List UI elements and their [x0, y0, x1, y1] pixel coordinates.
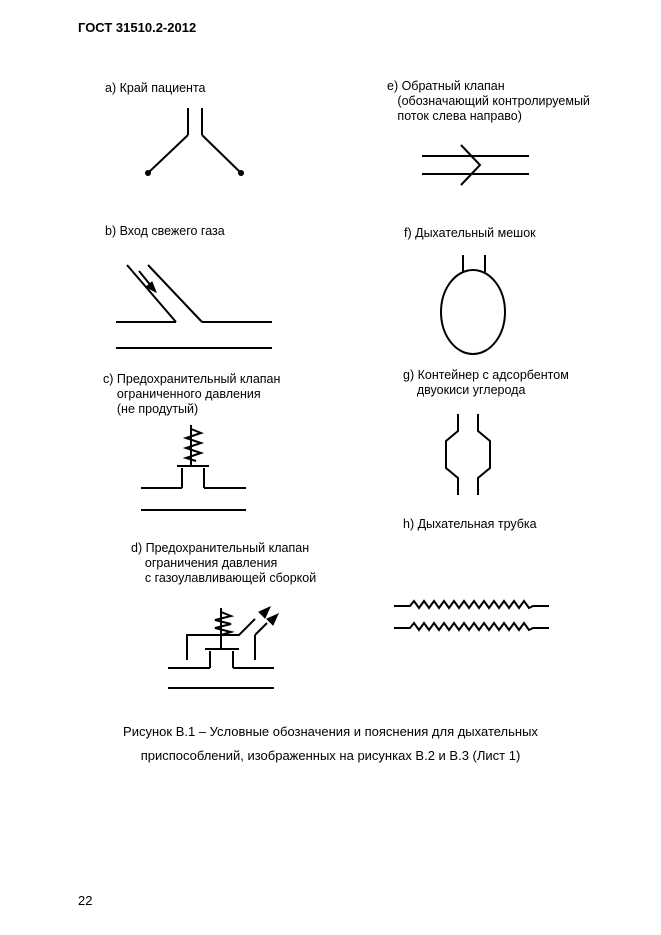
symbol-g-label: g) Контейнер с адсорбентом двуокиси углерода [403, 368, 569, 397]
figure-caption-line-2: приспособлений, изображенных на рисунках В.2 и В.3 (Лист 1) [140, 748, 521, 763]
symbol-d-label: d) Предохранительный клапан ограничения давления с газоулавливающей сборкой [131, 541, 317, 585]
symbol-a-label: а) Край пациента [105, 81, 206, 95]
symbol-h-label: h) Дыхательная трубка [403, 517, 537, 531]
symbol-f-label: f) Дыхательный мешок [404, 226, 536, 240]
symbol-e-label: е) Обратный клапан (обозначающий контролируемый поток слева направо) [387, 79, 590, 123]
symbol-b-label: b) Вход свежего газа [105, 224, 225, 238]
figure-caption-line-1: Рисунок В.1 – Условные обозначения и пояснения для дыхательных [123, 724, 538, 739]
page-number: 22 [78, 893, 93, 908]
symbol-c-label: с) Предохранительный клапан ограниченного давления (не продутый) [103, 372, 281, 416]
document-header: ГОСТ 31510.2-2012 [78, 20, 197, 35]
